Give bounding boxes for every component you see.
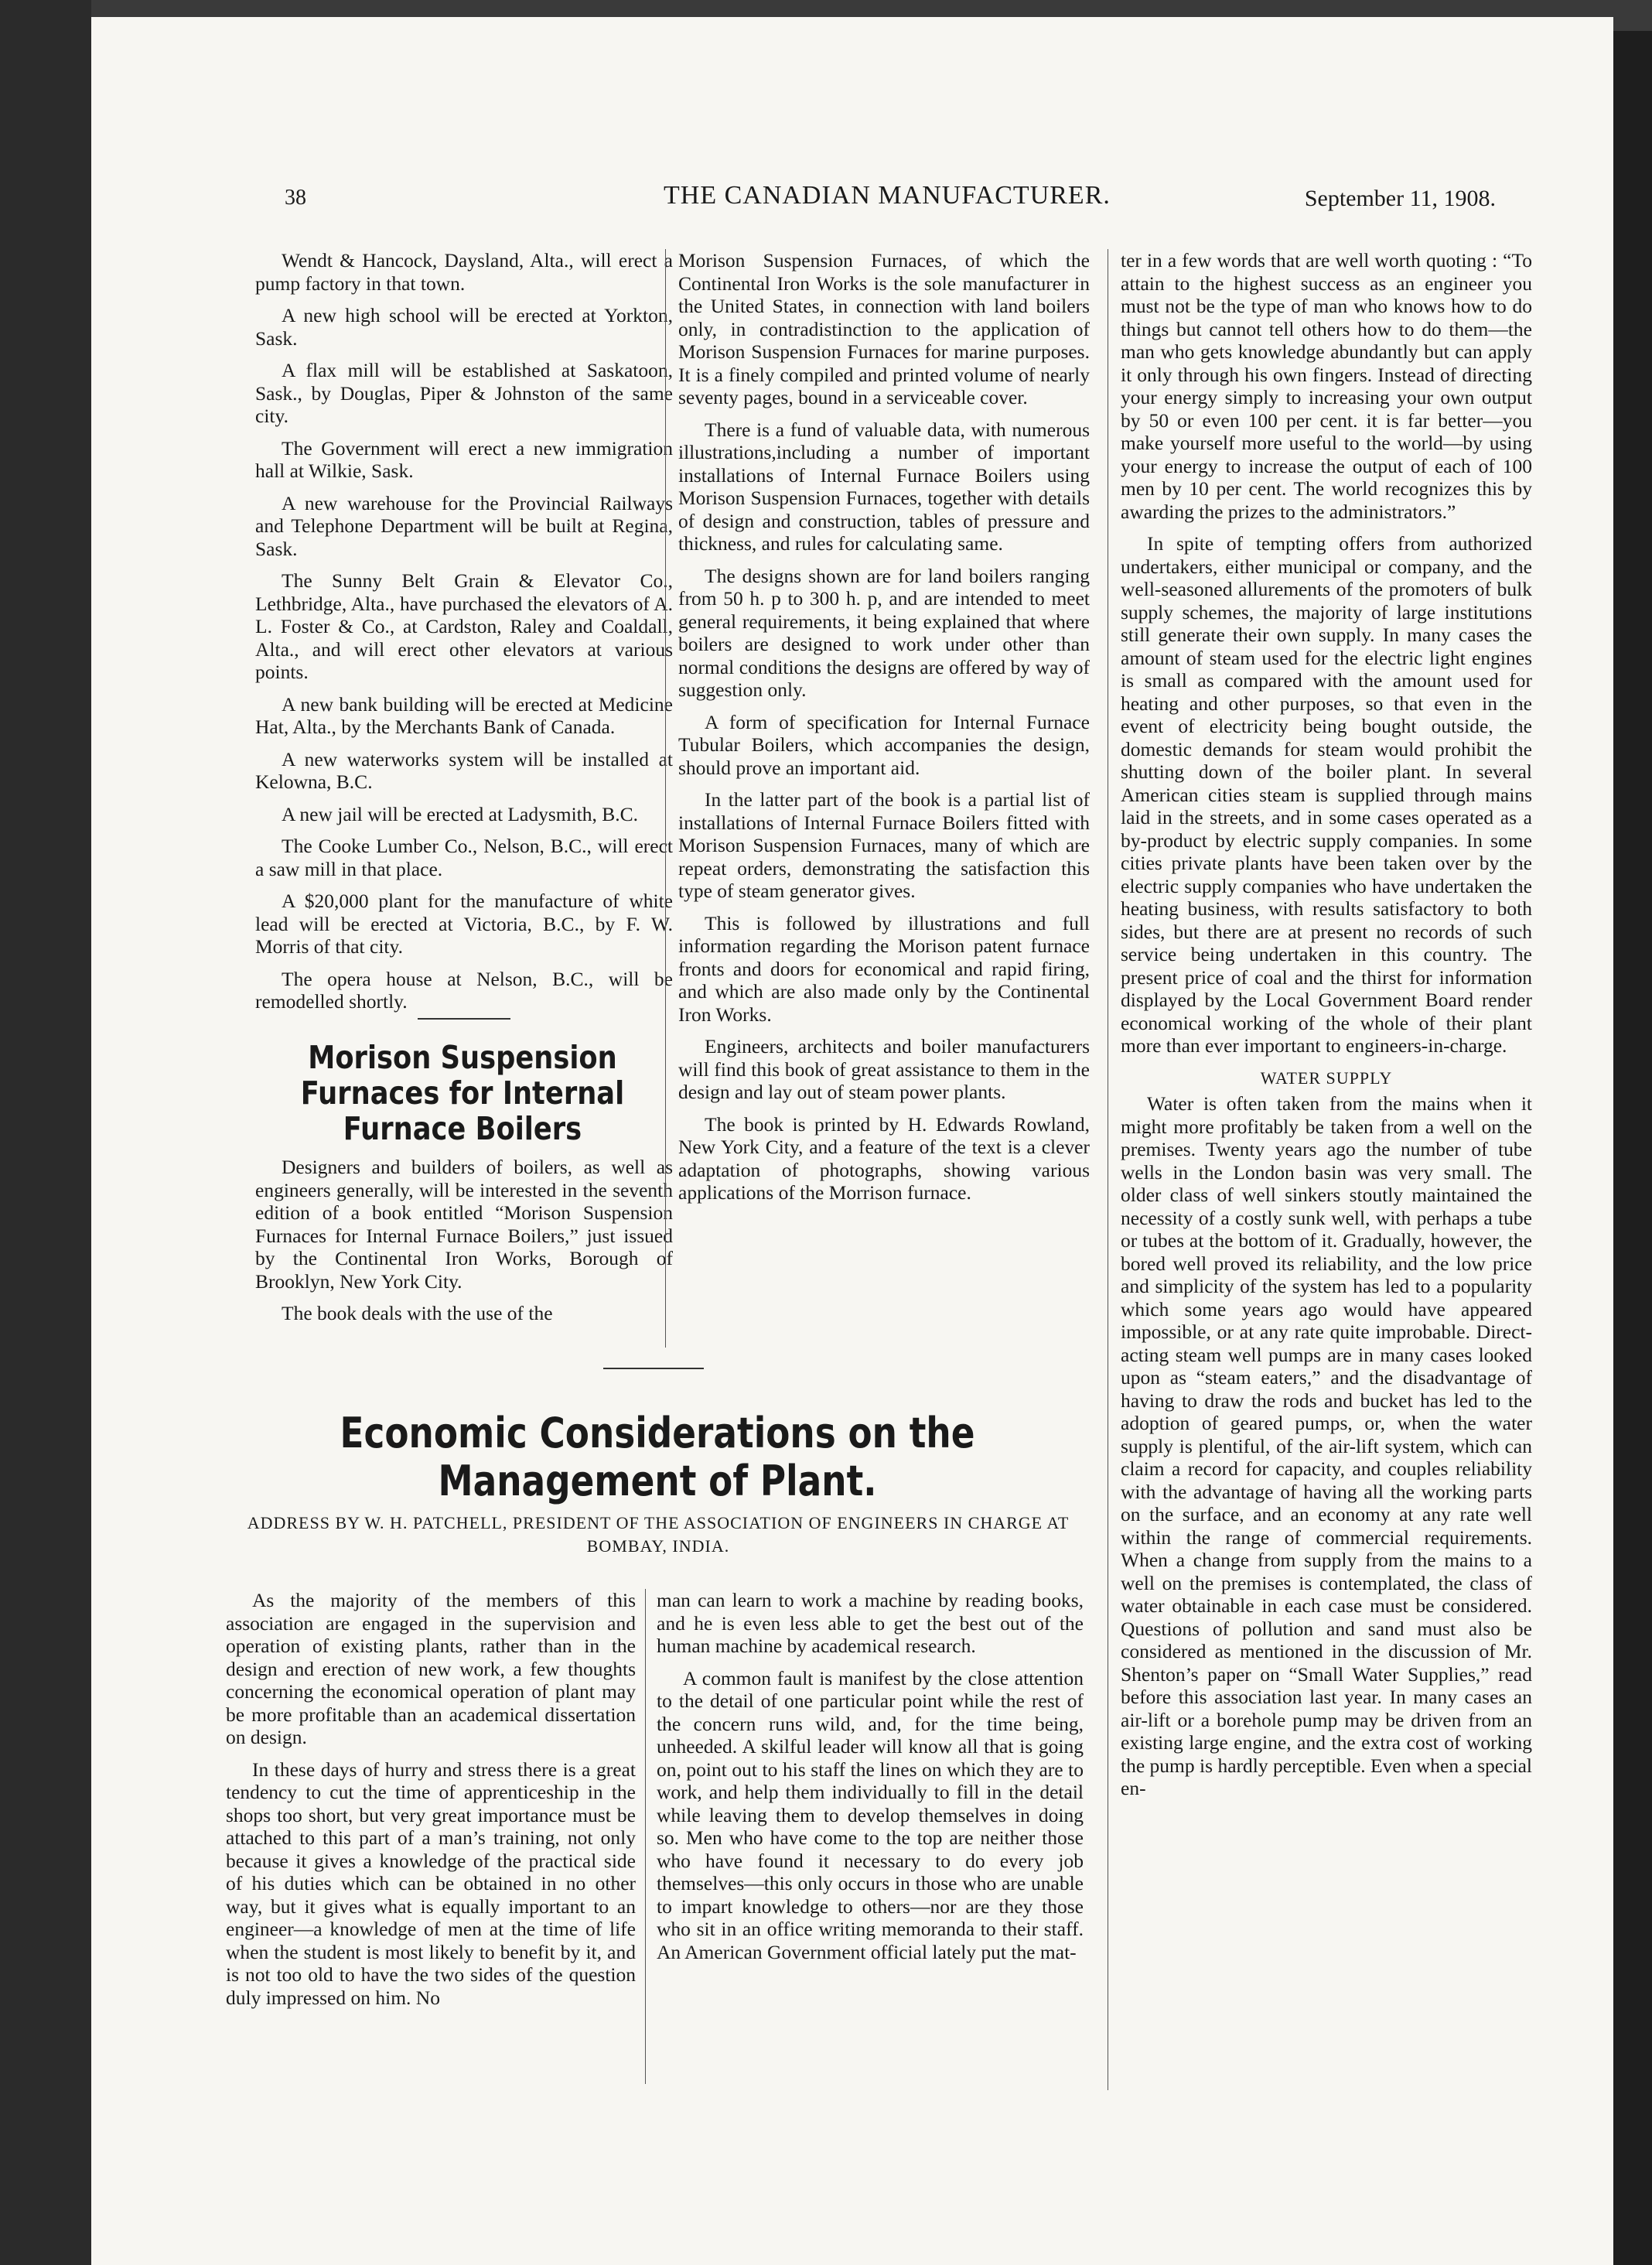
article-paragraph: Engineers, architects and boiler manufacturers will find this book of great assistance to them in the design and lay out of steam power plants. bbox=[678, 1035, 1090, 1103]
article-paragraph: Designers and builders of boilers, as well as engineers generally, will be interested in the seventh edition of a book entitled “Morison Suspension Furnaces for Internal Furnace Boilers,” just issued by the Continental Iron Works, Borough of Brooklyn, New York City. bbox=[255, 1156, 673, 1293]
news-item: A new high school will be erected at Yorkton, Sask. bbox=[255, 304, 673, 350]
news-item: A new waterworks system will be installed at Kelowna, B.C. bbox=[255, 747, 673, 793]
running-header bbox=[285, 172, 1496, 218]
section-divider bbox=[418, 1018, 510, 1020]
page-number: 38 bbox=[285, 186, 306, 210]
article-paragraph: Water is often taken from the mains when it might more profitably be taken from a well on the premises. Twenty years ago the number of tube wells in the London basin was very small. The older class of well sinkers stoutly maintained the necessity of a costly sunk well, with perhaps a tube or tubes at the bottom of it. Gradually, however, the bored well proved its reliability, and the low price and simplicity of the system has led to a popularity which some years ago would have appeared impossible, or at any rate quite improbable. Direct-acting steam well pumps are in many cases looked upon as “steam eaters,” and the disadvantage of having to draw the rods and bucket has led to the adoption of geared pumps, or, when the water supply is plentiful, of the air-lift system, which can claim a record for capacity, and couples reliability with the advantage of having all the working parts on the surface, and an economy at any rate well within the range of commercial requirements. When a change from supply from the mains to a well on the premises is contemplated, the class of water obtainable in each case must be considered. Questions of pollution and sand must also be considered as mentioned in the discussion of Mr. Shenton’s paper on “Small Water Supplies,” read before this association last year. In many cases an air-lift or a borehole pump may be driven from an existing large engine, and the extra cost of working the pump is hardly perceptible. Even when a special en- bbox=[1121, 1092, 1532, 1799]
economic-article-col1 bbox=[226, 1589, 636, 2018]
news-item: A $20,000 plant for the manufacture of white lead will be erected at Victoria, B.C., by F. W. Morris of that city. bbox=[255, 890, 673, 958]
article-paragraph: This is followed by illustrations and full information regarding the Morison patent furnace fronts and doors for economical and rapid firing, and which are also made only by the Continental Iron Works. bbox=[678, 911, 1090, 1026]
news-item: The opera house at Nelson, B.C., will be remodelled shortly. bbox=[255, 967, 673, 1013]
news-item: A flax mill will be established at Saskatoon, Sask., by Douglas, Piper & Johnston of the same city. bbox=[255, 359, 673, 427]
news-item: Wendt & Hancock, Daysland, Alta., will erect a pump factory in that town. bbox=[255, 249, 673, 295]
news-item: The Government will erect a new immigration hall at Wilkie, Sask. bbox=[255, 436, 673, 482]
article-paragraph: man can learn to work a machine by reading books, and he is even less able to get the best out of the human machine by academical research. bbox=[657, 1589, 1084, 1657]
article-paragraph: A common fault is manifest by the close attention to the detail of one particular point while the rest of the concern runs wild, and, for the time being, unheeded. A skilful leader will know all that is going on, point out to his staff the lines on which they are to work, and help them individually to fill in the detail while leaving them to develop themselves in doing so. Men who have come to the top are neither those who have found it necessary to do every job themselves—this only occurs in those who are unable to impart knowledge to others—nor are they those who sit in an office writing memoranda to their staff. An American Government official lately put the mat- bbox=[657, 1666, 1084, 1963]
article-paragraph: Morison Suspension Furnaces, of which the Continental Iron Works is the sole manufacturer in the United States, in connection with land boilers only, in contradistinction to the application of Morison Suspension Furnaces for marine purposes. It is a finely compiled and printed volume of nearly seventy pages, bound in a serviceable cover. bbox=[678, 249, 1090, 408]
scan-edge-left bbox=[0, 0, 91, 2265]
article-paragraph: In the latter part of the book is a partial list of installations of Internal Furnace Boilers fitted with Morison Suspension Furnaces, many of which are repeat orders, demonstrating the satisfaction this type of steam generator gives. bbox=[678, 788, 1090, 902]
morison-article-title: Morison Suspension Furnaces for Internal Furnace Boilers bbox=[300, 1039, 625, 1147]
scan-binding-edge bbox=[1613, 31, 1652, 2265]
article-paragraph: ter in a few words that are well worth quoting : “To attain to the highest success as an engineer you must not be the type of man who knows how to do things but cannot tell others how to do them—the man who gets knowledge abundantly but can apply it only through his own fingers. Instead of directing your energy simply to increasing your own output by 50 or even 100 per cent. it is far better—you make yourself more useful to the world—by using your energy to increase the output of each of 100 men by 10 per cent. The world recognizes this by awarding the prizes to the administrators.” bbox=[1121, 249, 1532, 523]
article-paragraph: The designs shown are for land boilers ranging from 50 h. p to 300 h. p, and are intended to meet general requirements, it being explained that where boilers are designed to work under other than normal conditions the designs are offered by way of suggestion only. bbox=[678, 564, 1090, 701]
journal-title: THE CANADIAN MANUFACTURER. bbox=[664, 181, 1111, 210]
article-paragraph: In these days of hurry and stress there is a great tendency to cut the time of apprenticeship in the shops too short, but very great importance must be attached to this part of a man’s training, not only because it gives a knowledge of the practical side of his duties which can be obtained in no other way, but it gives what is equally important to an engineer—a knowledge of men at the time of life when the student is most likely to benefit by it, and is not too old to have the two sides of the question duly impressed on him. No bbox=[226, 1758, 636, 2009]
article-paragraph: A form of specification for Internal Furnace Tubular Boilers, which accompanies the design, should prove an important aid. bbox=[678, 710, 1090, 779]
news-item: The Sunny Belt Grain & Elevator Co., Lethbridge, Alta., have purchased the elevators of A. L. Foster & Co., at Cardston, Raley and Coaldall, Alta., and will erect other elevators at various points. bbox=[255, 569, 673, 683]
economic-article-title: Economic Considerations on the Management of Plant. bbox=[340, 1409, 975, 1505]
issue-date: September 11, 1908. bbox=[1304, 186, 1496, 211]
morison-article-col1 bbox=[255, 1156, 673, 1334]
article-paragraph: The book is printed by H. Edwards Rowland, New York City, and a feature of the text is a clever adaptation of photographs, showing various applications of the Morrison furnace. bbox=[678, 1112, 1090, 1204]
section-divider bbox=[603, 1368, 704, 1369]
economic-article-col3 bbox=[1108, 249, 1532, 2090]
morison-article-col2 bbox=[665, 249, 1090, 1348]
news-item: A new bank building will be erected at Medicine Hat, Alta., by the Merchants Bank of Canada. bbox=[255, 692, 673, 738]
article-paragraph: In spite of tempting offers from authorized undertakers, either municipal or company, and the well-seasoned allurements of the promoters of bulk supply schemes, the majority of large institutions still generate their own supply. In many cases the amount of steam used for the electric light engines is small as compared with the amount used for heating and other purposes, so that even in the event of electricity being bought outside, the domestic demands for steam would prohibit the shutting down of the boiler plant. In several American cities steam is supplied through mains laid in the streets, and in some cases operated as a by-product by electric supply companies. In some cities private plants have been taken over by the electric supply companies who have undertaken the heating business, with results satisfactory to both sides, but there are at present no records of such service being undertaken in this country. The present price of coal and the thirst for information displayed by the Local Government Board render economical working of the whole of their plant more than ever important to engineers-in-charge. bbox=[1121, 532, 1532, 1057]
article-paragraph: The book deals with the use of the bbox=[282, 1302, 553, 1324]
news-item: The Cooke Lumber Co., Nelson, B.C., will erect a saw mill in that place. bbox=[255, 835, 673, 880]
news-item: A new jail will be erected at Ladysmith, B.C. bbox=[282, 802, 639, 825]
news-item: A new warehouse for the Provincial Railways and Telephone Department will be built at Regina, Sask. bbox=[255, 491, 673, 560]
water-supply-subheading: WATER SUPPLY bbox=[1260, 1068, 1393, 1088]
article-byline: ADDRESS BY W. H. PATCHELL, PRESIDENT OF THE ASSOCIATION OF ENGINEERS IN CHARGE AT BOMBAY, INDIA. bbox=[247, 1513, 1070, 1556]
economic-article-col2 bbox=[645, 1589, 1084, 2084]
news-column bbox=[255, 249, 673, 1023]
article-paragraph: There is a fund of valuable data, with numerous illustrations,including a number of important installations of Internal Furnace Boilers using Morison Suspension Furnaces, together with details of design and construction, tables of pressure and thickness, and rules for calculating same. bbox=[678, 418, 1090, 555]
article-paragraph: As the majority of the members of this association are engaged in the supervision and operation of existing plants, rather than in the design and erection of new work, a few thoughts concerning the economical operation of plant may be more profitable than an academical dissertation on design. bbox=[226, 1589, 636, 1748]
